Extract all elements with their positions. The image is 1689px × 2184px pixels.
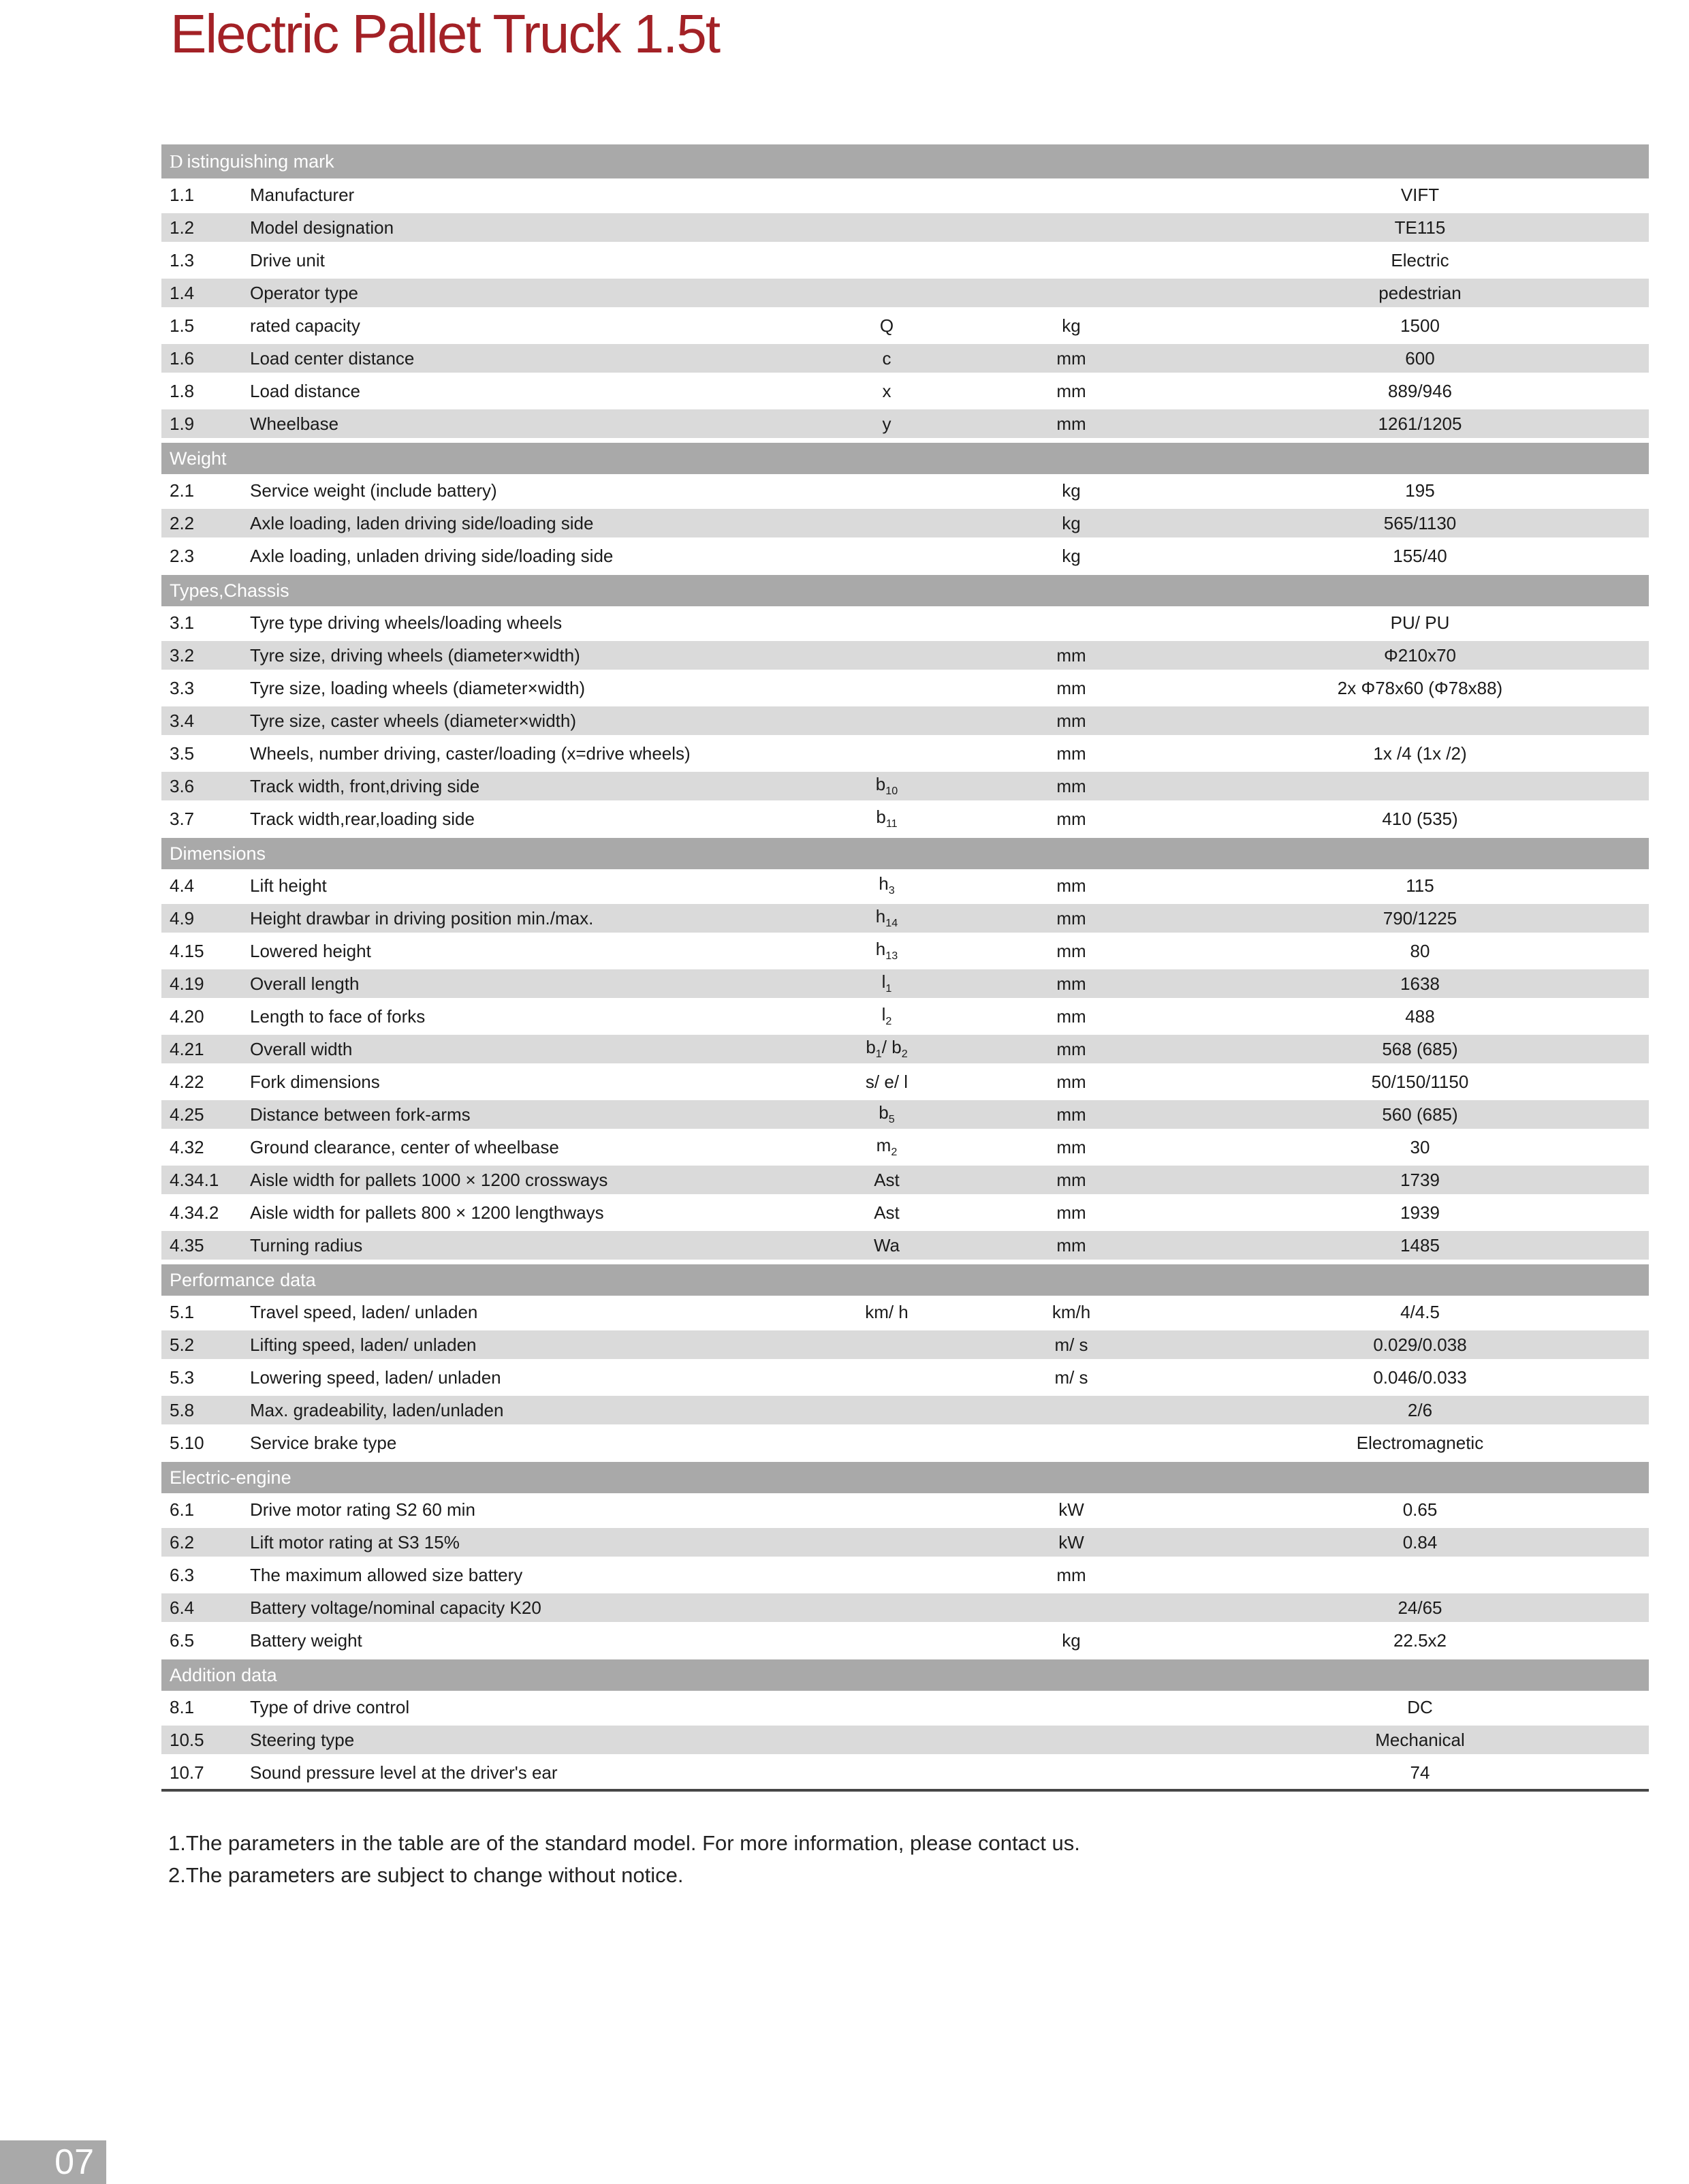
row-label: Overall width [250,1038,353,1059]
row-value: 1939 [1400,1202,1440,1223]
row-label: Battery weight [250,1629,362,1651]
row-number: 10.7 [170,1762,204,1783]
row-value: Electromagnetic [1356,1432,1484,1453]
table-row [161,704,1649,737]
row-value: Electric [1391,249,1449,270]
row-label: Service weight (include battery) [250,480,497,501]
table-row [161,902,1649,935]
row-value: 488 [1405,1005,1435,1027]
row-value: 1638 [1400,973,1440,994]
row-symbol: c [882,347,891,369]
row-unit: mm [1056,380,1086,401]
table-row [161,1033,1649,1065]
row-number: 1.5 [170,315,195,336]
row-value: 560 (685) [1382,1104,1458,1125]
section-header-row [161,440,1649,474]
row-label: Model designation [250,217,394,238]
row-value: PU/ PU [1390,612,1450,633]
row-value: 115 [1406,875,1434,896]
row-symbol: $b_{10}$ [875,774,898,798]
row-number: 4.20 [170,1005,204,1027]
table-row [161,1361,1649,1394]
row-number: 4.19 [170,973,204,994]
row-label: Max. gradeability, laden/unladen [250,1399,504,1420]
row-number: 3.5 [170,743,195,764]
section-title: D istinguishing mark [170,151,334,172]
row-symbol: Ast [874,1202,900,1223]
section-title: Weight [170,448,227,469]
row-label: Track width,rear,loading side [250,808,475,829]
section-title: Dimensions [170,843,266,864]
row-number: 1.9 [170,413,195,434]
row-label: Sound pressure level at the driver's ear [250,1762,558,1783]
row-label: Fork dimensions [250,1071,380,1092]
row-unit: mm [1056,677,1086,698]
table-row [161,1493,1649,1526]
row-number: 3.4 [170,710,195,731]
row-number: 3.7 [170,808,195,829]
row-label: Drive motor rating S2 60 min [250,1499,475,1520]
row-value: TE115 [1394,217,1446,238]
row-symbol: Wa [873,1234,900,1255]
row-value: 30 [1410,1136,1430,1157]
table-row [161,1394,1649,1426]
row-unit: mm [1056,1202,1086,1223]
row-label: Lifting speed, laden/ unladen [250,1334,477,1355]
row-value: 1485 [1400,1234,1440,1255]
row-label: Service brake type [250,1432,397,1453]
table-row [161,1229,1649,1262]
row-value: 0.046/0.033 [1373,1367,1467,1388]
table-row [161,407,1649,440]
row-label: Wheels, number driving, caster/loading (x=drive wheels) [250,743,691,764]
page-number-tab [0,2140,106,2184]
row-number: 4.32 [170,1136,204,1157]
table-row [161,1131,1649,1164]
table-row [161,1526,1649,1559]
table-row [161,178,1649,211]
row-number: 4.25 [170,1104,204,1125]
section-title: Types,Chassis [170,580,289,601]
row-label: Axle loading, unladen driving side/loading side [250,545,614,566]
table-row [161,639,1649,672]
row-label: Tyre size, driving wheels (diameter×width) [250,644,580,666]
row-unit: kW [1058,1531,1084,1553]
row-symbol: y [882,413,891,434]
footnote-line-1: 1.The parameters in the table are of the standard model. For more information, please contact us. [168,1831,1080,1855]
row-number: 6.2 [170,1531,195,1553]
row-label: Load center distance [250,347,415,369]
row-symbol: $h_3$ [879,873,895,897]
row-symbol: Ast [874,1169,900,1190]
row-unit: m/ s [1054,1367,1088,1388]
row-symbol: $m_2$ [876,1135,898,1159]
table-row [161,802,1649,835]
row-label: Axle loading, laden driving side/loading side [250,512,594,533]
row-number: 6.1 [170,1499,195,1520]
row-symbol: s/ e/ l [865,1071,909,1092]
row-number: 5.1 [170,1301,195,1322]
row-number: 6.5 [170,1629,195,1651]
row-number: 4.4 [170,875,195,896]
row-unit: mm [1056,743,1086,764]
row-unit: mm [1056,940,1086,961]
row-unit: mm [1056,1038,1086,1059]
footnotes [168,1827,1080,1891]
row-value: 889/946 [1388,380,1452,401]
row-label: Aisle width for pallets 1000 × 1200 crossways [250,1169,608,1190]
table-row [161,474,1649,507]
row-label: Travel speed, laden/ unladen [250,1301,478,1322]
row-number: 1.6 [170,347,195,369]
row-number: 10.5 [170,1729,204,1750]
row-value: 0.84 [1402,1531,1438,1553]
row-label: Turning radius [250,1234,363,1255]
row-number: 1.3 [170,249,195,270]
page-title: Electric Pallet Truck 1.5t [170,3,720,64]
table-row [161,507,1649,540]
row-number: 1.8 [170,380,195,401]
row-label: Wheelbase [250,413,339,434]
section-header-row [161,1657,1649,1691]
row-unit: kg [1062,315,1081,336]
row-unit: kg [1062,480,1081,501]
row-unit: mm [1056,808,1086,829]
table-row [161,1691,1649,1723]
section-header-row [161,572,1649,606]
row-value: 0.029/0.038 [1373,1334,1467,1355]
table-row [161,1296,1649,1328]
row-label: Steering type [250,1729,355,1750]
table-row [161,935,1649,967]
row-value: Mechanical [1375,1729,1465,1750]
table-row [161,1591,1649,1624]
row-symbol: Q [879,315,894,336]
row-value: 565/1130 [1383,512,1457,533]
row-unit: kW [1058,1499,1084,1520]
table-row [161,1065,1649,1098]
row-value: 600 [1405,347,1435,369]
table-row [161,1328,1649,1361]
row-value: 195 [1405,480,1435,501]
row-label: The maximum allowed size battery [250,1564,523,1585]
section-title: Electric-engine [170,1467,291,1488]
row-label: Manufacturer [250,184,355,205]
row-value: 1261/1205 [1378,413,1462,434]
table-row [161,770,1649,802]
row-unit: mm [1056,875,1086,896]
row-label: Lowering speed, laden/ unladen [250,1367,501,1388]
row-number: 3.1 [170,612,195,633]
row-symbol: $h_{13}$ [875,939,898,963]
row-number: 4.22 [170,1071,204,1092]
row-value: VIFT [1400,184,1440,205]
row-number: 6.3 [170,1564,195,1585]
row-value: 0.65 [1402,1499,1438,1520]
row-unit: mm [1056,644,1086,666]
row-unit: mm [1056,413,1086,434]
section-header-row [161,1262,1649,1296]
row-number: 1.1 [170,184,195,205]
table-row [161,309,1649,342]
row-value: DC [1407,1696,1433,1717]
row-value: 1x /4 (1x /2) [1373,743,1467,764]
row-value: 4/4.5 [1400,1301,1440,1322]
row-value: Φ210x70 [1383,644,1457,666]
table-row [161,211,1649,244]
row-value: 24/65 [1398,1597,1442,1618]
row-number: 4.35 [170,1234,204,1255]
table-row [161,606,1649,639]
row-unit: mm [1056,710,1086,731]
table-row [161,1196,1649,1229]
row-unit: kg [1062,545,1081,566]
section-header-row [161,144,1649,178]
row-value: 790/1225 [1383,907,1457,929]
table-row [161,967,1649,1000]
row-number: 1.2 [170,217,195,238]
row-number: 3.3 [170,677,195,698]
row-value: 74 [1410,1762,1430,1783]
row-unit: kg [1062,512,1081,533]
row-number: 2.1 [170,480,195,501]
table-row [161,1098,1649,1131]
row-unit: mm [1056,347,1086,369]
row-label: Lift motor rating at S3 15% [250,1531,460,1553]
spec-table [161,144,1649,1792]
row-unit: m/ s [1054,1334,1088,1355]
table-row [161,672,1649,704]
row-unit: mm [1056,907,1086,929]
row-number: 4.34.1 [170,1169,219,1190]
row-unit: mm [1056,1169,1086,1190]
section-header-row [161,1459,1649,1493]
table-row [161,277,1649,309]
row-label: Length to face of forks [250,1005,426,1027]
row-value: 50/150/1150 [1371,1071,1469,1092]
table-row [161,1000,1649,1033]
table-row [161,1756,1649,1789]
table-row [161,375,1649,407]
row-symbol: km/ h [865,1301,909,1322]
row-label: Height drawbar in driving position min./max. [250,907,594,929]
row-number: 2.2 [170,512,195,533]
row-number: 4.15 [170,940,204,961]
row-unit: kg [1062,1629,1081,1651]
table-row [161,342,1649,375]
row-value: 80 [1410,940,1430,961]
row-number: 2.3 [170,545,195,566]
row-number: 5.10 [170,1432,204,1453]
table-row [161,244,1649,277]
row-number: 4.9 [170,907,195,929]
row-label: Track width, front,driving side [250,775,480,796]
row-symbol: $b_5$ [879,1102,895,1126]
row-label: Battery voltage/nominal capacity K20 [250,1597,541,1618]
row-symbol: $b_1/$ $b_2$ [866,1037,908,1061]
section-title: Performance data [170,1269,316,1290]
table-row [161,1624,1649,1657]
row-label: Tyre type driving wheels/loading wheels [250,612,563,633]
row-label: Ground clearance, center of wheelbase [250,1136,559,1157]
section-header-row [161,835,1649,869]
row-unit: mm [1056,775,1086,796]
row-value: 568 (685) [1382,1038,1458,1059]
row-value: 1500 [1400,315,1440,336]
row-label: Lowered height [250,940,371,961]
row-value: 155/40 [1393,545,1447,566]
row-number: 4.21 [170,1038,204,1059]
row-unit: mm [1056,1071,1086,1092]
row-label: Tyre size, caster wheels (diameter×width) [250,710,577,731]
footnote-line-2: 2.The parameters are subject to change without notice. [168,1863,684,1887]
row-number: 5.8 [170,1399,195,1420]
row-symbol: x [882,380,891,401]
table-row [161,1723,1649,1756]
row-label: Overall length [250,973,360,994]
row-label: Distance between fork-arms [250,1104,471,1125]
row-number: 8.1 [170,1696,195,1717]
row-value: 22.5x2 [1393,1629,1447,1651]
row-symbol: $b_{11}$ [876,807,898,830]
section-title: Addition data [170,1664,277,1685]
row-number: 5.2 [170,1334,195,1355]
row-value: 2/6 [1407,1399,1433,1420]
row-value: 1739 [1400,1169,1440,1190]
row-symbol: $l_2$ [881,1004,892,1028]
table-row [161,737,1649,770]
row-label: Aisle width for pallets 800 × 1200 lengthways [250,1202,604,1223]
row-label: Load distance [250,380,360,401]
row-number: 3.2 [170,644,195,666]
page-number: 07 [54,2142,94,2182]
row-unit: mm [1056,1104,1086,1125]
row-number: 5.3 [170,1367,195,1388]
table-row [161,1559,1649,1591]
row-number: 1.4 [170,282,195,303]
row-unit: mm [1056,1136,1086,1157]
row-unit: mm [1056,1005,1086,1027]
row-label: Type of drive control [250,1696,410,1717]
row-symbol: $h_{14}$ [875,906,898,930]
row-label: rated capacity [250,315,360,336]
table-row [161,869,1649,902]
row-unit: km/h [1052,1301,1091,1322]
row-value: 410 (535) [1382,808,1458,829]
row-label: Tyre size, loading wheels (diameter×width) [250,677,586,698]
row-number: 4.34.2 [170,1202,219,1223]
row-label: Lift height [250,875,327,896]
row-unit: mm [1056,973,1086,994]
row-value: pedestrian [1378,282,1462,303]
row-number: 6.4 [170,1597,195,1618]
row-unit: mm [1056,1564,1086,1585]
row-number: 3.6 [170,775,195,796]
row-value: 2x Φ78x60 (Φ78x88) [1337,677,1503,698]
row-label: Operator type [250,282,358,303]
table-row [161,540,1649,572]
row-unit: mm [1056,1234,1086,1255]
table-row [161,1426,1649,1459]
row-label: Drive unit [250,249,325,270]
table-row [161,1164,1649,1196]
row-symbol: $l_1$ [881,971,892,995]
